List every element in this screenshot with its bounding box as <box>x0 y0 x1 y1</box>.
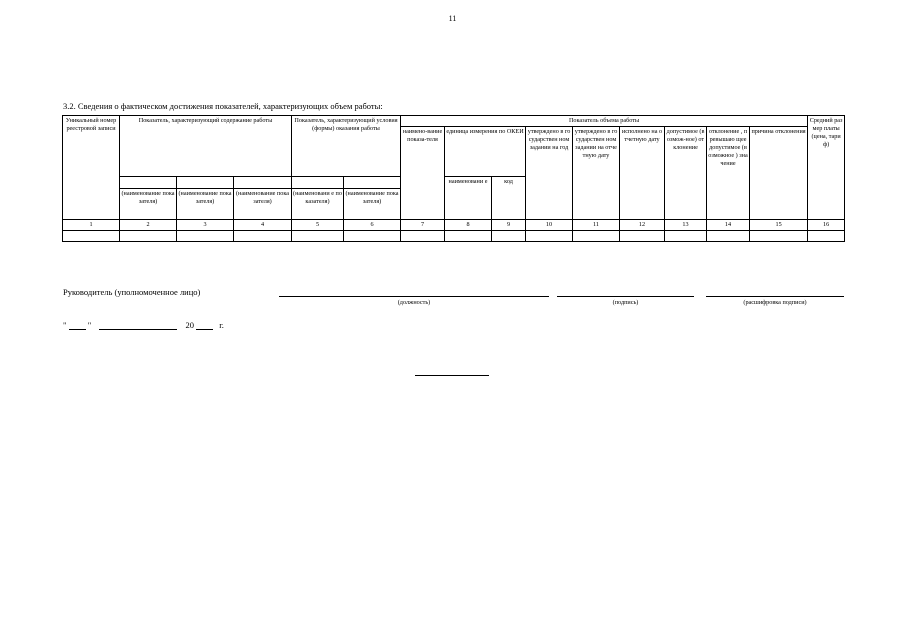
blank-cell <box>234 177 292 189</box>
position-caption: (должность) <box>397 299 431 306</box>
blank-cell <box>344 177 401 189</box>
signature-caption: (подпись) <box>612 299 639 306</box>
data-cell[interactable] <box>808 231 845 242</box>
data-cell[interactable] <box>292 231 344 242</box>
column-number: 13 <box>665 220 707 231</box>
header-average-fee: Средний размер платы (цена, тариф) <box>808 116 845 220</box>
signature-line[interactable] <box>557 296 694 297</box>
header-excess-deviation: отклонение , превышаю щее допустимое (возможное ) значение <box>707 127 750 220</box>
table-row <box>63 231 845 242</box>
data-cell[interactable] <box>445 231 492 242</box>
column-number: 4 <box>234 220 292 231</box>
column-number: 11 <box>573 220 620 231</box>
section-heading: 3.2. Сведения о фактическом достижения показателей, характеризующих объем работы: <box>63 101 383 111</box>
header-deviation-reason: причина отклонения <box>750 127 808 220</box>
blank-cell <box>120 177 177 189</box>
column-number: 9 <box>492 220 526 231</box>
month-blank[interactable] <box>99 320 177 330</box>
data-cell[interactable] <box>63 231 120 242</box>
header-unit-name: наименовани е <box>445 177 492 220</box>
day-blank[interactable] <box>69 320 86 330</box>
column-number: 14 <box>707 220 750 231</box>
header-indicator-name: наимено-вание показа-теля <box>401 127 445 220</box>
column-number: 1 <box>63 220 120 231</box>
header-allowed-deviation: допустимое (возмож-ное) отклонение <box>665 127 707 220</box>
header-volume-indicator: Показатель объема работы <box>401 116 808 127</box>
header-unique-record: Уникальный номер реестровой записи <box>63 116 120 220</box>
column-number: 7 <box>401 220 445 231</box>
sub-label: (наименование показателя) <box>344 189 401 220</box>
data-cell[interactable] <box>120 231 177 242</box>
header-content-indicator: Показатель, характеризующий содержание работы <box>120 116 292 177</box>
data-cell[interactable] <box>750 231 808 242</box>
year-suffix: г. <box>219 320 224 330</box>
blank-cell <box>292 177 344 189</box>
data-cell[interactable] <box>492 231 526 242</box>
year-prefix: 20 <box>185 320 194 330</box>
year-blank[interactable] <box>196 320 213 330</box>
data-cell[interactable] <box>620 231 665 242</box>
column-number: 12 <box>620 220 665 231</box>
separator-line <box>415 375 489 376</box>
decode-line[interactable] <box>706 296 844 297</box>
sub-label: (наименовани е показателя) <box>292 189 344 220</box>
header-unit-code: код <box>492 177 526 220</box>
sub-label: (наименование показателя) <box>120 189 177 220</box>
column-number: 8 <box>445 220 492 231</box>
header-approved-date: утверждено в государствен ном задании на отчетную дату <box>573 127 620 220</box>
header-executed: исполнено на отчетную дату <box>620 127 665 220</box>
column-number: 10 <box>526 220 573 231</box>
page-number: 11 <box>448 14 457 23</box>
close-quote: " <box>87 320 92 330</box>
header-unit-okei: единица измерения по ОКЕИ <box>445 127 526 177</box>
volume-indicators-table <box>62 115 845 242</box>
data-cell[interactable] <box>401 231 445 242</box>
column-number: 3 <box>177 220 234 231</box>
position-line[interactable] <box>279 296 549 297</box>
data-cell[interactable] <box>665 231 707 242</box>
column-number: 5 <box>292 220 344 231</box>
decode-caption: (расшифровка подписи) <box>743 299 807 306</box>
data-cell[interactable] <box>573 231 620 242</box>
blank-cell <box>177 177 234 189</box>
signatory-label: Руководитель (уполномоченное лицо) <box>63 287 201 297</box>
open-quote: " <box>63 320 67 330</box>
column-number: 15 <box>750 220 808 231</box>
header-conditions-indicator: Показатель, характеризующий условия (формы) оказания работы <box>292 116 401 177</box>
column-number: 6 <box>344 220 401 231</box>
column-number: 2 <box>120 220 177 231</box>
data-cell[interactable] <box>234 231 292 242</box>
sub-label: (наименование показателя) <box>234 189 292 220</box>
data-cell[interactable] <box>707 231 750 242</box>
data-cell[interactable] <box>177 231 234 242</box>
date-line <box>63 320 224 330</box>
header-approved-year: утверждено в государствен ном задании на год <box>526 127 573 220</box>
data-cell[interactable] <box>344 231 401 242</box>
sub-label: (наименование показателя) <box>177 189 234 220</box>
column-number: 16 <box>808 220 845 231</box>
data-cell[interactable] <box>526 231 573 242</box>
